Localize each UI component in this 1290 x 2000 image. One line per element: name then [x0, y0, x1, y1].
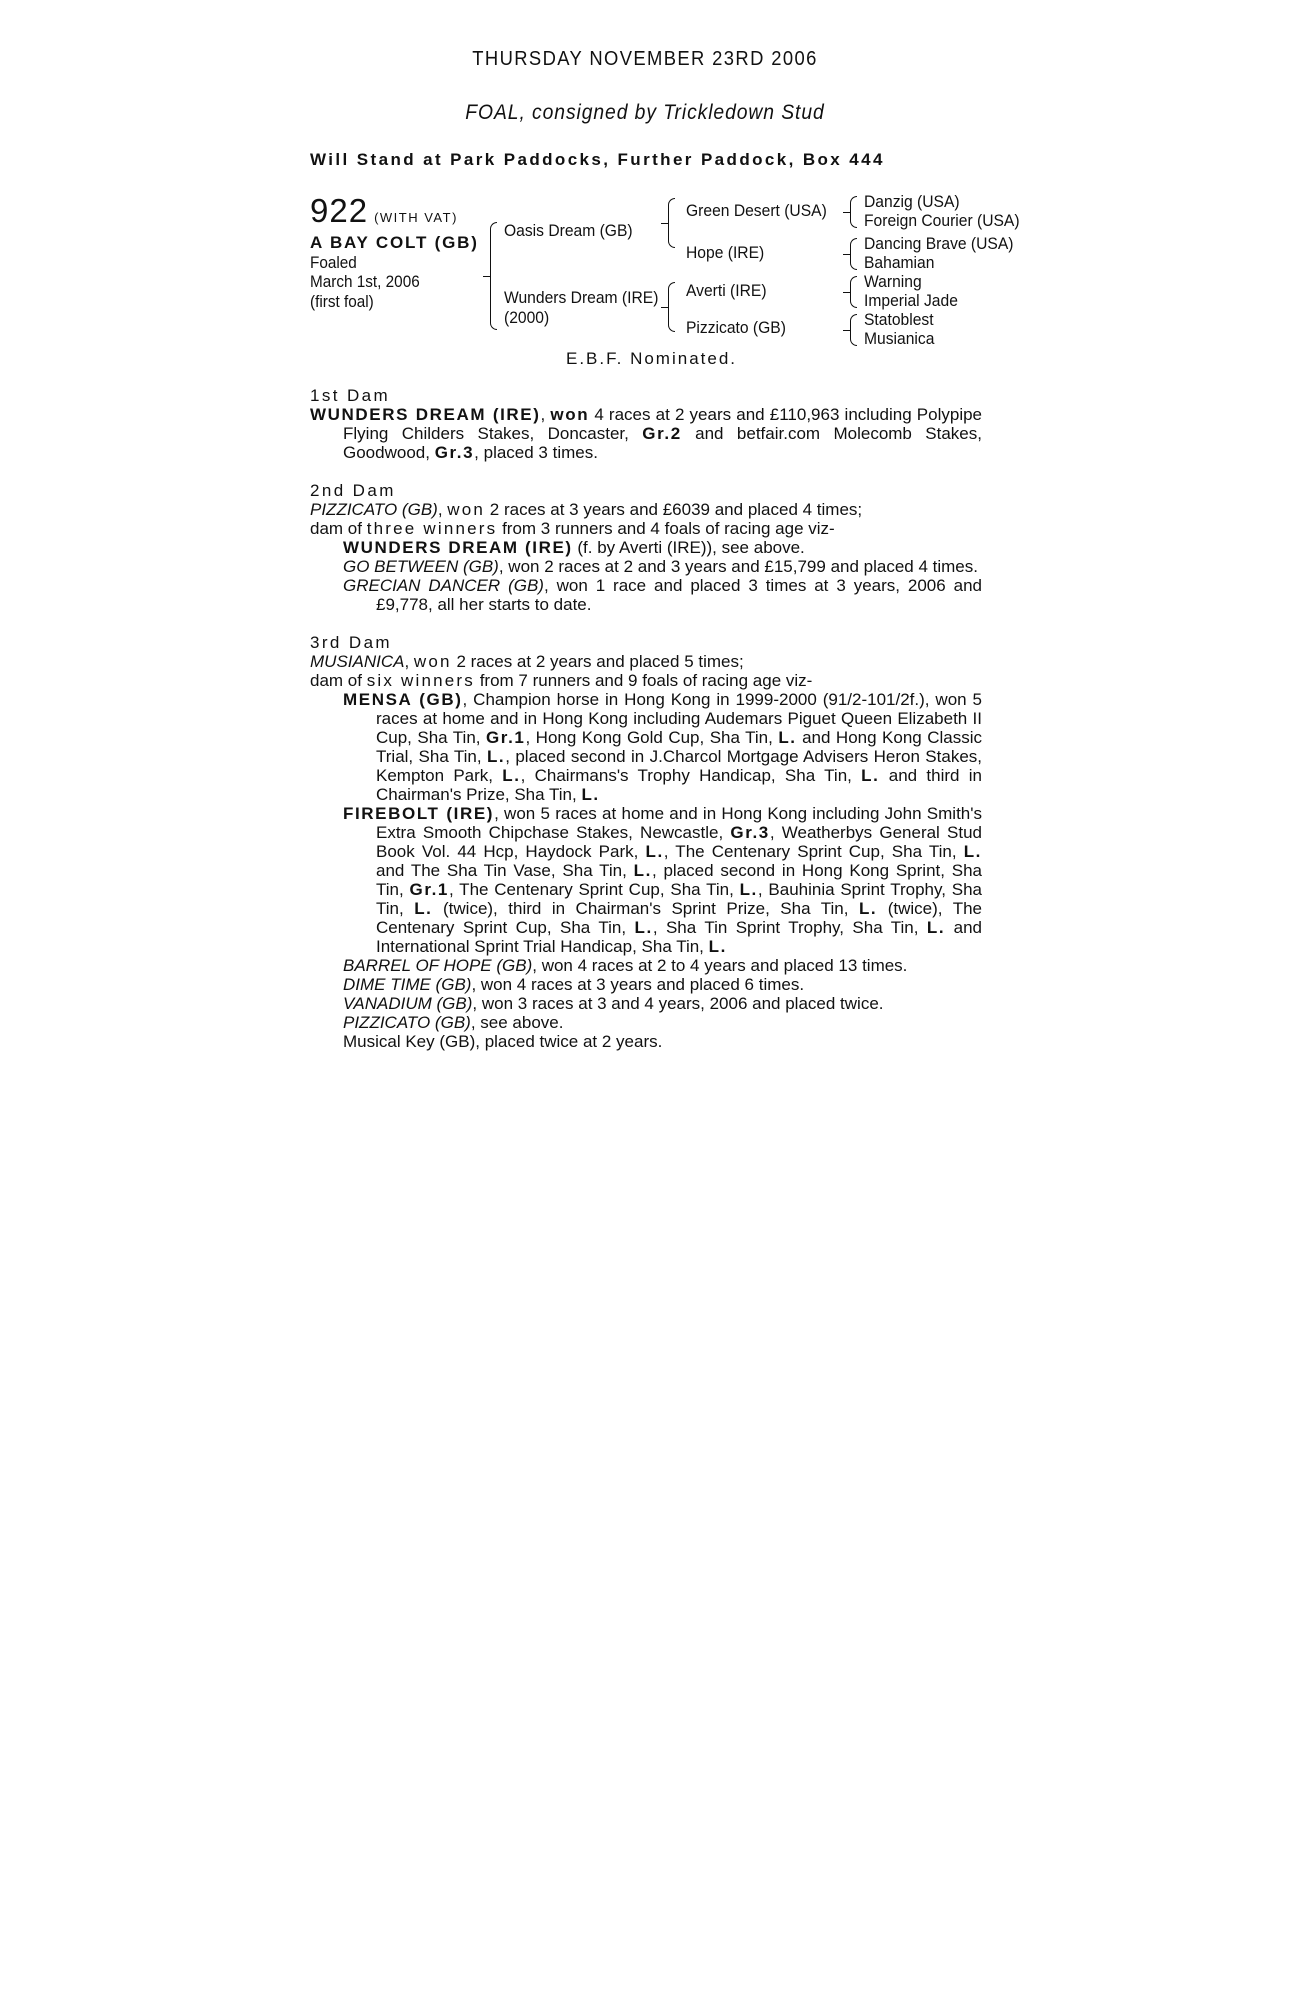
produce-entry-firebolt [310, 804, 982, 956]
won-word: won [550, 405, 590, 424]
produce-entry [310, 1013, 982, 1032]
pedigree-g1: Danzig (USA) [864, 192, 960, 211]
pedigree-sire: Oasis Dream (GB) [504, 221, 633, 240]
listed-label: L. [739, 880, 758, 899]
grade-label: Gr.2 [642, 424, 682, 443]
third-dam-record: 2 races at 2 years and placed 5 times; [451, 652, 744, 671]
produce-text: , Bauhinia Sprint Trophy, Sha Tin, [376, 880, 982, 918]
produce-name: MENSA (GB) [343, 690, 463, 709]
winners-count: six winners [366, 671, 475, 690]
pedigree-dam-year: (2000) [504, 308, 550, 327]
pedigree-g8: Musianica [864, 329, 935, 348]
produce-text: , placed second in J.Charcol Mortgage Advisers Heron Stakes, Kempton Park, [376, 747, 982, 785]
second-dam-heading: 2nd Dam [310, 481, 396, 500]
listed-label: L. [486, 747, 506, 766]
listed-label: L. [926, 918, 946, 937]
sale-date: THURSDAY NOVEMBER 23RD 2006 [472, 48, 818, 70]
second-dam-section [310, 481, 982, 614]
produce-text: , won 4 races at 3 years and placed 6 times. [471, 975, 805, 994]
listed-label: L. [708, 937, 727, 956]
winners-count: three winners [366, 519, 498, 538]
first-dam-name: WUNDERS DREAM (IRE) [310, 405, 541, 424]
listed-label: L. [414, 899, 433, 918]
produce-name: GO BETWEEN (GB) [343, 557, 499, 576]
produce-entry [310, 538, 982, 557]
dam-of-text: dam of [310, 519, 367, 538]
listed-label: L. [963, 842, 982, 861]
second-dam-produce-summary [310, 519, 982, 538]
produce-text: (twice), third in Chairman's Sprint Prize, Sha Tin, [432, 899, 859, 918]
runners-text: from 7 runners and 9 foals of racing age viz- [474, 671, 813, 690]
first-dam-section [310, 386, 982, 462]
produce-entry [310, 975, 982, 994]
pedigree-g2: Foreign Courier (USA) [864, 211, 1020, 230]
produce-name: DIME TIME (GB) [343, 975, 472, 994]
pedigree-brace-dam [668, 282, 675, 332]
pedigree-g7: Statoblest [864, 310, 934, 329]
foaled-label: Foaled [310, 253, 357, 272]
produce-name: GRECIAN DANCER (GB) [343, 576, 544, 595]
produce-text: , placed second in Hong Kong Sprint, Sha Tin, [376, 861, 983, 899]
pedigree-brace-sire [668, 198, 675, 248]
grade-label: Gr.3 [434, 443, 475, 462]
produce-text: , won 4 races at 2 to 4 years and placed 13 times. [532, 956, 908, 975]
listed-label: L. [502, 766, 521, 785]
produce-text: (twice), The Centenary Sprint Cup, Sha Tin, [376, 899, 982, 937]
stabling-location: Will Stand at Park Paddocks, Further Paddock, Box 444 [310, 150, 885, 169]
produce-entry [310, 956, 982, 975]
first-dam-text: WUNDERS DREAM (IRE), won 4 races at 2 years and £110,963 including Polypipe Flying Childers Stakes, Doncaster, Gr.2 and betfair.com Molecomb Stakes, Goodwood, Gr.3, placed 3 times. [310, 405, 983, 462]
produce-entry: Musical Key (GB), placed twice at 2 years. [343, 1032, 663, 1051]
grade-label: Gr.1 [409, 880, 449, 899]
third-dam-produce-summary [310, 671, 982, 690]
lot-number: 922 [310, 192, 369, 229]
third-dam-section [310, 633, 982, 1051]
first-dam-heading: 1st Dam [310, 386, 391, 405]
first-dam-record-3: , placed 3 times. [474, 443, 598, 462]
listed-label: L. [634, 918, 653, 937]
third-dam-text: MUSIANICA, won 2 races at 2 years and placed 5 times; [310, 652, 744, 671]
pedigree-brace-g1 [850, 196, 857, 228]
produce-name: BARREL OF HOPE (GB) [343, 956, 533, 975]
pedigree-brace-g3 [850, 276, 857, 308]
won-word: won [413, 652, 452, 671]
produce-text: , Chairmans's Trophy Handicap, Sha Tin, [520, 766, 862, 785]
third-dam-heading: 3rd Dam [310, 633, 392, 652]
produce-entry [310, 994, 982, 1013]
listed-label: L. [778, 728, 797, 747]
produce-name: PIZZICATO (GB) [343, 1013, 471, 1032]
listed-label: L. [633, 861, 652, 880]
pedigree-g3: Dancing Brave (USA) [864, 234, 1014, 253]
second-dam-name: PIZZICATO (GB) [310, 500, 438, 519]
produce-text: , see above. [470, 1013, 564, 1032]
pedigree-brace-parents [490, 222, 497, 330]
foaled-date: March 1st, 2006 [310, 272, 420, 291]
listed-label: L. [581, 785, 600, 804]
won-word: won [447, 500, 486, 519]
produce-text: and third in Chairman's Prize, Sha Tin, [376, 766, 982, 804]
pedigree-dam: Wunders Dream (IRE) [504, 288, 659, 307]
foal-note: (first foal) [310, 292, 374, 311]
produce-text: , The Centenary Sprint Cup, Sha Tin, [448, 880, 740, 899]
listed-label: L. [861, 766, 880, 785]
lot-number-line [310, 192, 458, 230]
produce-text: (f. by Averti (IRE)), see above. [572, 538, 805, 557]
produce-text: and The Sha Tin Vase, Sha Tin, [376, 861, 634, 880]
pedigree-brace-g2 [850, 238, 857, 270]
produce-text: , Hong Kong Gold Cup, Sha Tin, [525, 728, 779, 747]
listed-label: L. [858, 899, 878, 918]
produce-name: VANADIUM (GB) [343, 994, 473, 1013]
produce-text: , won 2 races at 2 and 3 years and £15,799 and placed 4 times. [498, 557, 978, 576]
pedigree-sire-dam: Hope (IRE) [686, 243, 765, 262]
grade-label: Gr.3 [730, 823, 770, 842]
listed-label: L. [645, 842, 664, 861]
ebf-nomination: E.B.F. Nominated. [566, 349, 738, 368]
produce-text: and Hong Kong Classic Trial, Sha Tin, [376, 728, 983, 766]
produce-entry-mensa [310, 690, 982, 804]
pedigree-g4: Bahamian [864, 253, 935, 272]
pedigree-dam-dam: Pizzicato (GB) [686, 318, 786, 337]
third-dam-name: MUSIANICA [310, 652, 405, 671]
produce-text: , Champion horse in Hong Kong in 1999-2000 (91/2-101/2f.), won 5 races at home and in Hong Kong including Audemars Piguet Queen Elizabeth II Cup, Sha Tin, [376, 690, 982, 747]
dam-of-text: dam of [310, 671, 367, 690]
first-dam-record: 4 races at 2 years and £110,963 including Polypipe Flying Childers Stakes, Doncaster, [343, 405, 983, 443]
pedigree-g6: Imperial Jade [864, 291, 958, 310]
second-dam-record: 2 races at 3 years and £6039 and placed 4 times; [485, 500, 863, 519]
first-dam-record-2: and betfair.com Molecomb Stakes, Goodwood, [343, 424, 982, 462]
pedigree-sire-sire: Green Desert (USA) [686, 201, 827, 220]
produce-text: , The Centenary Sprint Cup, Sha Tin, [663, 842, 964, 861]
produce-entry [310, 557, 982, 576]
produce-entry [310, 576, 982, 614]
produce-text: , Weatherbys General Stud Book Vol. 44 Hcp, Haydock Park, [376, 823, 982, 861]
produce-text: and International Sprint Trial Handicap, Sha Tin, [376, 918, 982, 956]
produce-text: , won 5 races at home and in Hong Kong including John Smith's Extra Smooth Chipchase Stakes, Newcastle, [376, 804, 983, 842]
pedigree-dam-sire: Averti (IRE) [686, 281, 767, 300]
produce-name: FIREBOLT (IRE) [343, 804, 495, 823]
produce-text: , won 1 race and placed 3 times at 3 years, 2006 and £9,778, all her starts to date. [376, 576, 982, 614]
produce-text: , Sha Tin Sprint Trophy, Sha Tin, [652, 918, 927, 937]
pedigree-brace-g4 [850, 314, 857, 346]
pedigree-g5: Warning [864, 272, 922, 291]
runners-text: from 3 runners and 4 foals of racing age viz- [497, 519, 835, 538]
lot-description: A BAY COLT (GB) [310, 233, 479, 252]
produce-name: WUNDERS DREAM (IRE) [343, 538, 573, 557]
grade-label: Gr.1 [485, 728, 526, 747]
second-dam-text: PIZZICATO (GB), won 2 races at 3 years and £6039 and placed 4 times; [310, 500, 863, 519]
produce-text: , won 3 races at 3 and 4 years, 2006 and placed twice. [472, 994, 884, 1013]
consignor-line: FOAL, consigned by Trickledown Stud [465, 101, 825, 124]
vat-note: (WITH VAT) [374, 210, 458, 225]
